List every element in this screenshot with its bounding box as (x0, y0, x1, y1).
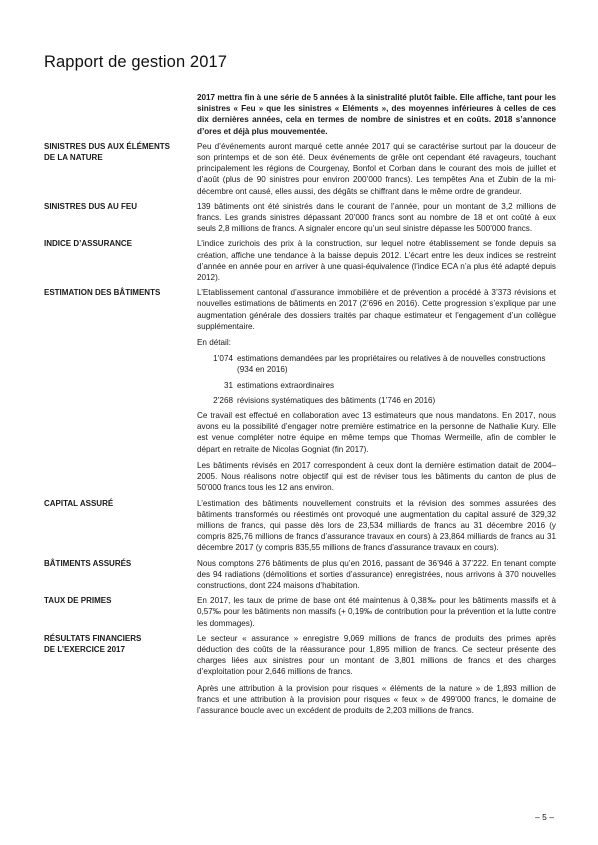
section-resultats-financiers (44, 633, 556, 716)
section-label (44, 558, 197, 592)
paragraph: En détail: (197, 338, 231, 348)
section-capital-assure (44, 498, 556, 554)
section-label (44, 498, 197, 554)
section-taux-primes (44, 595, 556, 629)
paragraph: Le secteur « assurance » enregistre 9,069 millions de francs de produits des primes après déduction des coûts de la réassurance pour 1,895 million de francs. Ce secteur présente des charges liées aux sinistres pour un montant de 3,801 millions de francs et des charges d’exploitation pour 2,646 millions de francs. (197, 633, 556, 677)
section-body (197, 238, 556, 283)
section-body (197, 201, 556, 235)
label-line: INDICE D’ASSURANCE (44, 239, 133, 249)
paragraph: L’estimation des bâtiments nouvellement construits et la révision des sommes assurées des bâtiments transformés ou réestimés ont provoqué une augmentation du capital assuré de 329,32 millions de francs, qui passe dès lors de 23,534 milliards de francs au 31 décembre 2016 (y compris 825,76 millions de francs d’assurance travaux en cours) à 23,864 milliards de francs au 31 décembre 2017 (y compris 835,55 millions de francs d’assurance travaux en cours). (197, 498, 556, 553)
section-label (44, 201, 197, 235)
label-line: BÂTIMENTS ASSURÉS (44, 558, 132, 568)
detail-item (197, 395, 556, 406)
detail-text: estimations demandées par les propriétaires ou relatives à de nouvelles constructions (934 en 2016) (237, 354, 546, 375)
section-sinistres-feu (44, 201, 556, 235)
intro-paragraph: 2017 mettra fin à une série de 5 années à la sinistralité plutôt faible. Elle affiche, tant pour les sinistres « Feu » que les sinistres « Eléments », des moyennes inférieures à celles de ces dix dernières années, cela en termes de nombre de sinistres et en coûts. 2018 s’annonce d’ores et déjà plus mouvementée. (197, 93, 556, 136)
label-line: SINISTRES DUS AUX ÉLÉMENTS (44, 141, 170, 151)
paragraph: Nous comptons 276 bâtiments de plus qu’en 2016, passant de 36’946 à 37’222. En tenant compte des 94 radiations (démolitions et sorties d’assurance) enregistrées, nous arrivons à 370 nouvelles constructions, dont 224 maisons d’habitation. (197, 558, 556, 590)
detail-item (197, 380, 556, 391)
page-title: Rapport de gestion 2017 (44, 53, 228, 71)
section-body (197, 595, 556, 629)
paragraph: Ce travail est effectué en collaboration avec 13 estimateurs que nous mandatons. En 2017, nous avons eu la possibilité d’engager notre première estimatrice en la personne de Nathalie Kury. Elle est venue compléter notre équipe en même temps que Thomas Wermeille, afin de combler le départ en retraite de Nicolas Gogniat (fin 2017). (197, 411, 556, 454)
section-label (44, 141, 197, 197)
label-line: DE LA NATURE (44, 153, 103, 163)
label-line: TAUX DE PRIMES (44, 596, 112, 606)
section-estimation-batiments (44, 287, 556, 493)
detail-text: révisions systématiques des bâtiments (1’746 en 2016) (237, 395, 436, 405)
paragraph: 139 bâtiments ont été sinistrés dans le courant de l’année, pour un montant de 3,2 millions de francs. Les grands sinistres dépassant 20’000 francs sont au nombre de 18 et ont coûté à eux seuls 2,8 millions de francs. A signaler encore qu’un seul sinistre dépasse les 500’000 francs. (197, 201, 556, 234)
section-body (197, 633, 556, 716)
detail-number: 1’074 (213, 354, 233, 364)
section-indice-assurance (44, 238, 556, 283)
paragraph: En 2017, les taux de prime de base ont été maintenus à 0,38‰ pour les bâtiments massifs et à 0,57‰ pour les bâtiments non massifs (+ 0,19‰ de contribution pour la prévention et la lutte contre les dommages). (197, 596, 556, 628)
section-sinistres-elements (44, 141, 556, 197)
section-label (44, 238, 197, 283)
label-line: DE L’EXERCICE 2017 (44, 644, 125, 654)
section-label (44, 287, 197, 493)
label-line: ESTIMATION DES BÂTIMENTS (44, 288, 161, 298)
paragraph: L’Etablissement cantonal d’assurance immobilière et de prévention a procédé à 3’373 révisions et nouvelles estimations de bâtiments en 2017 (2’696 en 2016). Cette progression s’explique par une augmentation générale des dossiers traités par chaque estimateur et l’engagement d’un collègue supplémentaire. (197, 288, 556, 331)
paragraph: Les bâtiments révisés en 2017 correspondent à ceux dont la dernière estimation datait de 2004–2005. Nous réalisons notre objectif qui est de réviser tous les bâtiments du canton de plus de 50’000 francs tous les 12 ans environ. (197, 460, 556, 493)
paragraph: Après une attribution à la provision pour risques « éléments de la nature » de 1,893 million de francs et une attribution à la provision pour risques « feux » de 499’000 francs, le domaine de l’assurance boucle avec un excédent de produits de 2,203 millions de francs. (197, 683, 556, 715)
label-line: SINISTRES DUS AU FEU (44, 201, 138, 211)
detail-text: estimations extraordinaires (237, 380, 335, 390)
section-label (44, 595, 197, 629)
label-line: CAPITAL ASSURÉ (44, 498, 114, 508)
detail-item (197, 353, 556, 375)
section-body (197, 287, 556, 493)
report-content (44, 92, 556, 720)
paragraph: Peu d’événements auront marqué cette année 2017 qui se caractérise surtout par la douceur de son printemps et de son été. Deux événements de grêle ont cependant été ravageurs, touchant principalement les régions de Courgenay, Bonfol et Corban dans le courant des mois de juillet et d’août (plus de 90 sinistres pour environ 200’000 francs). Les tempêtes Ana et Zubin de la mi-décembre ont causé, elles aussi, des dégâts se chiffrant dans le même ordre de grandeur. (197, 141, 556, 196)
section-body (197, 558, 556, 592)
section-batiments-assures (44, 558, 556, 592)
paragraph: L’indice zurichois des prix à la construction, sur lequel notre établissement se fonde depuis sa création, affiche une tendance à la baisse depuis 2012. L’écart entre les deux indices se restreint d’année en année pour en arriver à une quasi-équivalence (l’indice ECA n’a plus été adapté depuis 2012). (197, 239, 556, 283)
label-line: RÉSULTATS FINANCIERS (44, 633, 142, 643)
detail-number: 2’268 (213, 395, 233, 405)
section-body (197, 141, 556, 197)
section-body (197, 498, 556, 554)
section-label (44, 633, 197, 716)
page-number: – 5 – (535, 812, 554, 822)
detail-number: 31 (223, 380, 233, 390)
